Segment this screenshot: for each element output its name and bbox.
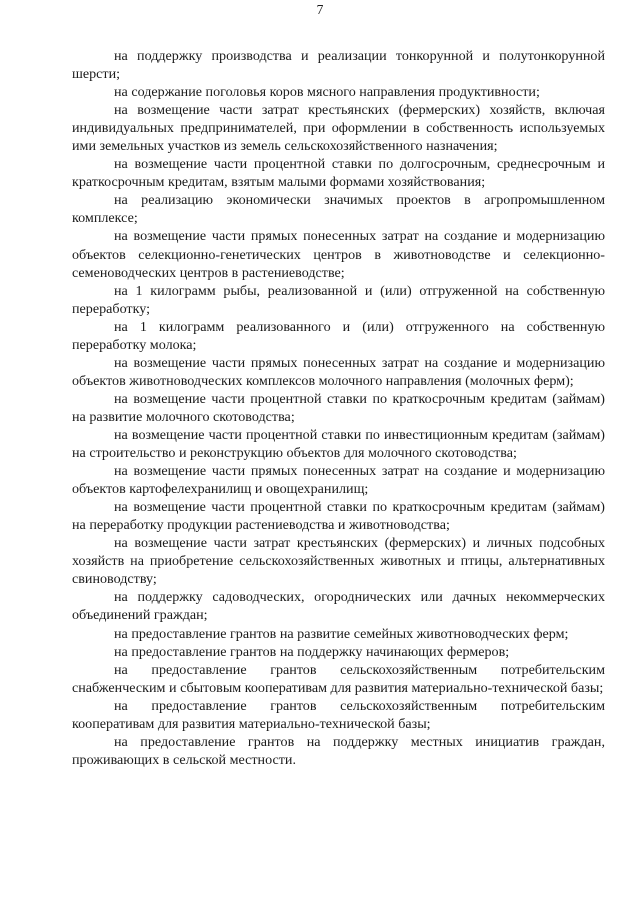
paragraph: на возмещение части прямых понесенных затрат на создание и модернизацию объектов селекционно-генетических центров в животноводстве и селекционно-семеноводческих центров в растениеводстве; bbox=[72, 228, 605, 281]
page-number: 7 bbox=[316, 2, 324, 17]
paragraph: на реализацию экономически значимых проектов в агропромышленном комплексе; bbox=[72, 192, 605, 227]
paragraph: на предоставление грантов на поддержку начинающих фермеров; bbox=[114, 643, 510, 660]
paragraph: на предоставление грантов сельскохозяйственным потребительским кооперативам для развития материально-технической базы; bbox=[72, 697, 605, 732]
paragraph: на возмещение части прямых понесенных затрат на создание и модернизацию объектов животноводческих комплексов молочного направления (молочных ферм); bbox=[72, 354, 605, 389]
paragraph: на возмещение части затрат крестьянских (фермерских) и личных подсобных хозяйств на приобретение сельскохозяйственных животных и птицы, альтернативных свиноводству; bbox=[72, 535, 605, 588]
paragraph: на возмещение части затрат крестьянских (фермерских) хозяйств, включая индивидуальных предпринимателей, при оформлении в собственность используемых ими земельных участков из земель сельскохозяйственного назначения; bbox=[72, 102, 605, 155]
paragraph: на возмещение части процентной ставки по инвестиционным кредитам (займам) на строительство и реконструкцию объектов для молочного скотоводства; bbox=[72, 426, 605, 462]
paragraph: на возмещение части прямых понесенных затрат на создание и модернизацию объектов картофелехранилищ и овощехранилищ; bbox=[72, 463, 605, 498]
paragraph: на предоставление грантов на развитие семейных животноводческих ферм; bbox=[114, 625, 569, 642]
paragraph: на возмещение части процентной ставки по краткосрочным кредитам (займам) на развитие молочного скотоводства; bbox=[72, 390, 605, 425]
paragraph: на предоставление грантов на поддержку местных инициатив граждан, проживающих в сельской местности. bbox=[72, 733, 605, 768]
paragraph: на поддержку производства и реализации тонкорунной и полутонкорунной шерсти; bbox=[72, 48, 605, 83]
paragraph: на поддержку садоводческих, огороднических или дачных некоммерческих объединений граждан; bbox=[72, 589, 605, 624]
paragraph: на возмещение части процентной ставки по долгосрочным, среднесрочным и краткосрочным кредитам, взятым малыми формами хозяйствования; bbox=[72, 156, 605, 191]
paragraph: на 1 килограмм рыбы, реализованной и (или) отгруженной на собственную переработку; bbox=[72, 282, 605, 317]
paragraph: на 1 килограмм реализованного и (или) отгруженного на собственную переработку молока; bbox=[72, 318, 605, 353]
paragraph: на возмещение части процентной ставки по краткосрочным кредитам (займам) на переработку продукции растениеводства и животноводства; bbox=[72, 499, 605, 534]
paragraph: на содержание поголовья коров мясного направления продуктивности; bbox=[114, 84, 540, 101]
document-body bbox=[72, 47, 605, 769]
paragraph: на предоставление грантов сельскохозяйственным потребительским снабженческим и сбытовым кооперативам для развития материально-технической базы; bbox=[72, 661, 605, 696]
